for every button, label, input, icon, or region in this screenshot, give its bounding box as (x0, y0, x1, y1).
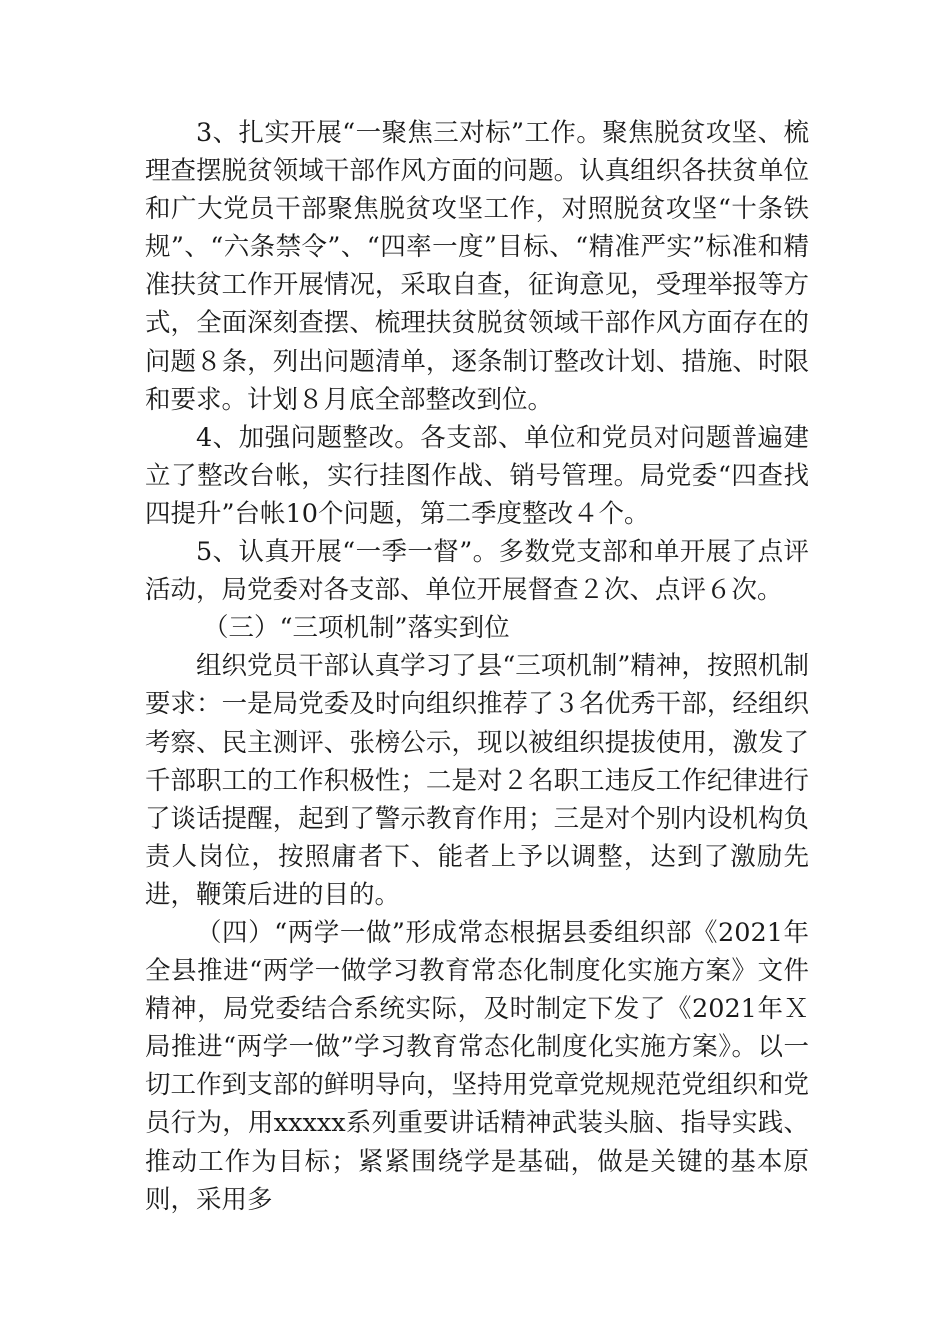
paragraph-item-3: 3、扎实开展“一聚焦三对标”工作。聚焦脱贫攻坚、梳理查摆脱贫领域干部作风方面的问题。认真组织各扶贫单位和广大党员干部聚焦脱贫攻坚工作，对照脱贫攻坚“十条铁规”、“六条禁令”、“四率一度”目标、“精准严实”标准和精准扶贫工作开展情况，采取自查，征询意见，受理举报等方式，全面深刻查摆、梳理扶贫脱贫领域干部作风方面存在的问题８条，列出问题清单，逐条制订整改计划、措施、时限和要求。计划８月底全部整改到位。 (145, 118, 809, 415)
document-page (145, 114, 809, 1219)
paragraph-section-4: （四）“两学一做”形成常态根据县委组织部《2021年全县推进“两学一做学习教育常态化制度化实施方案》文件精神，局党委结合系统实际，及时制定下发了《2021年Ｘ局推进“两学一做”学习教育常态化制度化实施方案》。以一切工作到支部的鲜明导向，坚持用党章党规规范党组织和党员行为，用xxxxx系列重要讲话精神武装头脑、指导实践、推动工作为目标；紧紧围绕学是基础，做是关键的基本原则，采用多 (145, 917, 809, 1215)
paragraph-item-4: 4、加强问题整改。各支部、单位和党员对问题普遍建立了整改台帐，实行挂图作战、销号管理。局党委“四查找四提升”台帐10个问题，第二季度整改４个。 (145, 422, 809, 529)
paragraph-item-5: 5、认真开展“一季一督”。多数党支部和单开展了点评活动，局党委对各支部、单位开展督查２次、点评６次。 (145, 537, 809, 606)
section-heading-3: （三）“三项机制”落实到位 (203, 613, 510, 644)
paragraph-mechanisms: 组织党员干部认真学习了县“三项机制”精神，按照机制要求：一是局党委及时向组织推荐了３名优秀干部，经组织考察、民主测评、张榜公示，现以被组织提拔使用，激发了千部职工的工作积极性；二是对２名职工违反工作纪律进行了谈话提醒，起到了警示教育作用；三是对个别内设机构负责人岗位，按照庸者下、能者上予以调整，达到了激励先进，鞭策后进的目的。 (145, 651, 809, 910)
